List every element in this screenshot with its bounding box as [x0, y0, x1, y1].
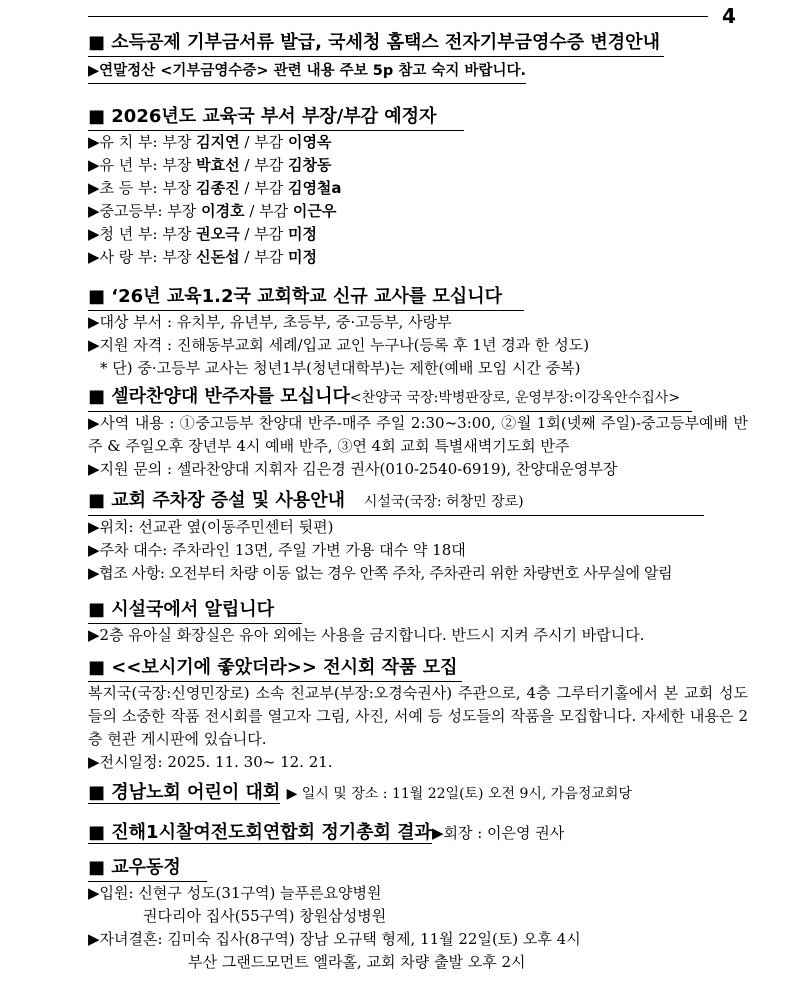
wedding-line-2: 부산 그랜드모먼트 엘라홀, 교회 차량 출발 오후 2시 — [188, 953, 526, 971]
section-title-tail: <찬양국 국장:박병판장로, 운영부장:이강옥안수집사> — [349, 390, 681, 406]
section-exhibition — [88, 655, 748, 774]
dept-row — [88, 131, 748, 154]
section-accompanist — [88, 384, 748, 481]
dept-label: ▶청 년 부: 부장 — [88, 225, 197, 243]
section-title: ■ 소득공제 기부금서류 발급, 국세청 홈택스 전자기부금영수증 변경안내 — [88, 30, 664, 57]
head-name: 김종진 — [196, 179, 240, 197]
contact-line: ▶지원 문의 : 셀라찬양대 지휘자 김은경 권사(010-2540-6919), 찬양대운영부장 — [88, 460, 618, 478]
deputy-name: 김영철a — [287, 179, 342, 197]
page-number: 4 — [722, 4, 736, 28]
hospital-line-1: ▶입원: 신현구 성도(31구역) 늘푸른요양병원 — [88, 884, 382, 902]
section-title: ■ 교우동정 — [88, 855, 207, 882]
section-title — [88, 780, 632, 807]
deputy-name: 김창동 — [287, 156, 332, 174]
section-new-teachers — [88, 284, 748, 380]
section-title — [88, 384, 692, 412]
deputy-label: / 부감 — [239, 156, 288, 174]
deputy-label: / 부감 — [239, 179, 288, 197]
dept-label: ▶사 랑 부: 부장 — [88, 248, 197, 266]
section-children-contest — [88, 780, 748, 807]
top-rule — [88, 16, 708, 17]
deputy-label: / 부감 — [239, 133, 288, 151]
section-title: ■ ‘26년 교육1.2국 교회학교 신규 교사를 모십니다 — [88, 284, 524, 311]
dept-row — [88, 154, 748, 177]
dept-label: ▶중고등부: 부장 — [88, 202, 202, 220]
cooperation-line: ▶협조 사항: 오전부터 차량 이동 없는 경우 안쪽 주차, 주차관리 위한 차량번호 사무실에 알림 — [88, 564, 673, 582]
section-parking — [88, 488, 748, 585]
head-name: 박효선 — [196, 156, 240, 174]
exhibition-description: 복지국(국장:신영민장로) 소속 친교부(부장:오경숙권사) 주관으로, 4층 그루터기홀에서 본 교회 성도들의 소중한 작품 전시회를 열고자 그림, 사진, 서예 등 성도들의 작품을 모집합니다. 자세한 내용은 2층 현관 게시판에 있습니다. — [88, 684, 748, 748]
dept-row — [88, 200, 748, 223]
deputy-label: / 부감 — [244, 202, 293, 220]
dept-label: ▶유 치 부: 부장 — [88, 133, 197, 151]
wedding-line-1: ▶자녀결혼: 김미숙 집사(8구역) 장남 오규택 형제, 11월 22일(토) 오후 4시 — [88, 930, 581, 948]
section-title — [88, 488, 704, 516]
section-title: ■ 2026년도 교육국 부서 부장/부감 예정자 — [88, 104, 464, 131]
event-info: ▶ 일시 및 장소 : 11월 22일(토) 오전 9시, 가음정교회당 — [286, 786, 632, 802]
ministry-detail: ▶사역 내용 : ①중고등부 찬양대 반주-매주 주일 2:30~3:00, ②월 1회(넷째 주일)-중고등부예배 반주 & 주일오후 장년부 4시 예배 반주, ③연 4회 교회 특별새벽기도회 반주 — [88, 414, 748, 455]
qualification-line: ▶지원 자격 : 진해동부교회 세례/입교 교인 누구나(등록 후 1년 경과 한 성도) — [88, 336, 590, 354]
location-line: ▶위치: 선교관 옆(이동주민센터 뒷편) — [88, 518, 334, 536]
deputy-name: 이근우 — [292, 202, 337, 220]
section-title-tail: 시설국(국장: 허창민 장로) — [363, 494, 524, 510]
head-name: 권오극 — [196, 225, 240, 243]
section-title-text: ■ 진해1시찰여전도회연합회 정기총회 결과 — [88, 822, 432, 843]
president-info: ▶회장 : 이은영 권사 — [431, 824, 565, 842]
dept-row — [88, 177, 748, 200]
section-title: ■ 시설국에서 알립니다 — [88, 597, 302, 624]
restriction-note: * 단) 중·고등부 교사는 청년1부(청년대학부)는 제한(예배 모임 시간 중복) — [100, 359, 581, 377]
target-dept-line: ▶대상 부서 : 유치부, 유년부, 초등부, 중·고등부, 사랑부 — [88, 313, 452, 331]
dept-label: ▶유 년 부: 부장 — [88, 156, 197, 174]
capacity-line: ▶주차 대수: 주차라인 13면, 주일 가변 가용 대수 약 18대 — [88, 541, 466, 559]
section-member-news — [88, 855, 748, 974]
section-facility-notice — [88, 597, 748, 647]
deputy-name: 미정 — [287, 248, 317, 266]
exhibition-schedule: ▶전시일정: 2025. 11. 30~ 12. 21. — [88, 753, 333, 771]
dept-list — [88, 131, 748, 269]
section-title-text: ■ 셀라찬양대 반주자를 모십니다 — [88, 386, 350, 407]
head-name: 이경호 — [201, 202, 245, 220]
deputy-label: / 부감 — [239, 225, 288, 243]
deputy-name: 미정 — [287, 225, 317, 243]
deputy-name: 이영옥 — [287, 133, 332, 151]
dept-row — [88, 223, 748, 246]
section-title-text: ■ 교회 주차장 증설 및 사용안내 — [88, 490, 345, 511]
section-education-heads — [88, 104, 748, 269]
dept-label: ▶초 등 부: 부장 — [88, 179, 197, 197]
section-title: ■ <<보시기에 좋았더라>> 전시회 작품 모집 — [88, 655, 462, 682]
deputy-label: / 부감 — [239, 248, 288, 266]
restroom-notice: ▶2층 유아실 화장실은 유아 외에는 사용을 금지합니다. 반드시 지켜 주시기 바랍니다. — [88, 626, 645, 644]
notice-line: ▶연말정산 <기부금영수증> 관련 내용 주보 5p 참고 숙지 바랍니다. — [88, 59, 526, 84]
section-womens-assembly — [88, 820, 748, 846]
section-title — [88, 820, 564, 846]
hospital-line-2: 권다리아 집사(55구역) 창원삼성병원 — [143, 907, 387, 925]
section-donation-receipt — [88, 30, 748, 84]
section-title-text: ■ 경남노회 어린이 대회 — [88, 782, 281, 803]
head-name: 신돈섭 — [196, 248, 240, 266]
head-name: 김지연 — [196, 133, 240, 151]
dept-row — [88, 246, 748, 269]
